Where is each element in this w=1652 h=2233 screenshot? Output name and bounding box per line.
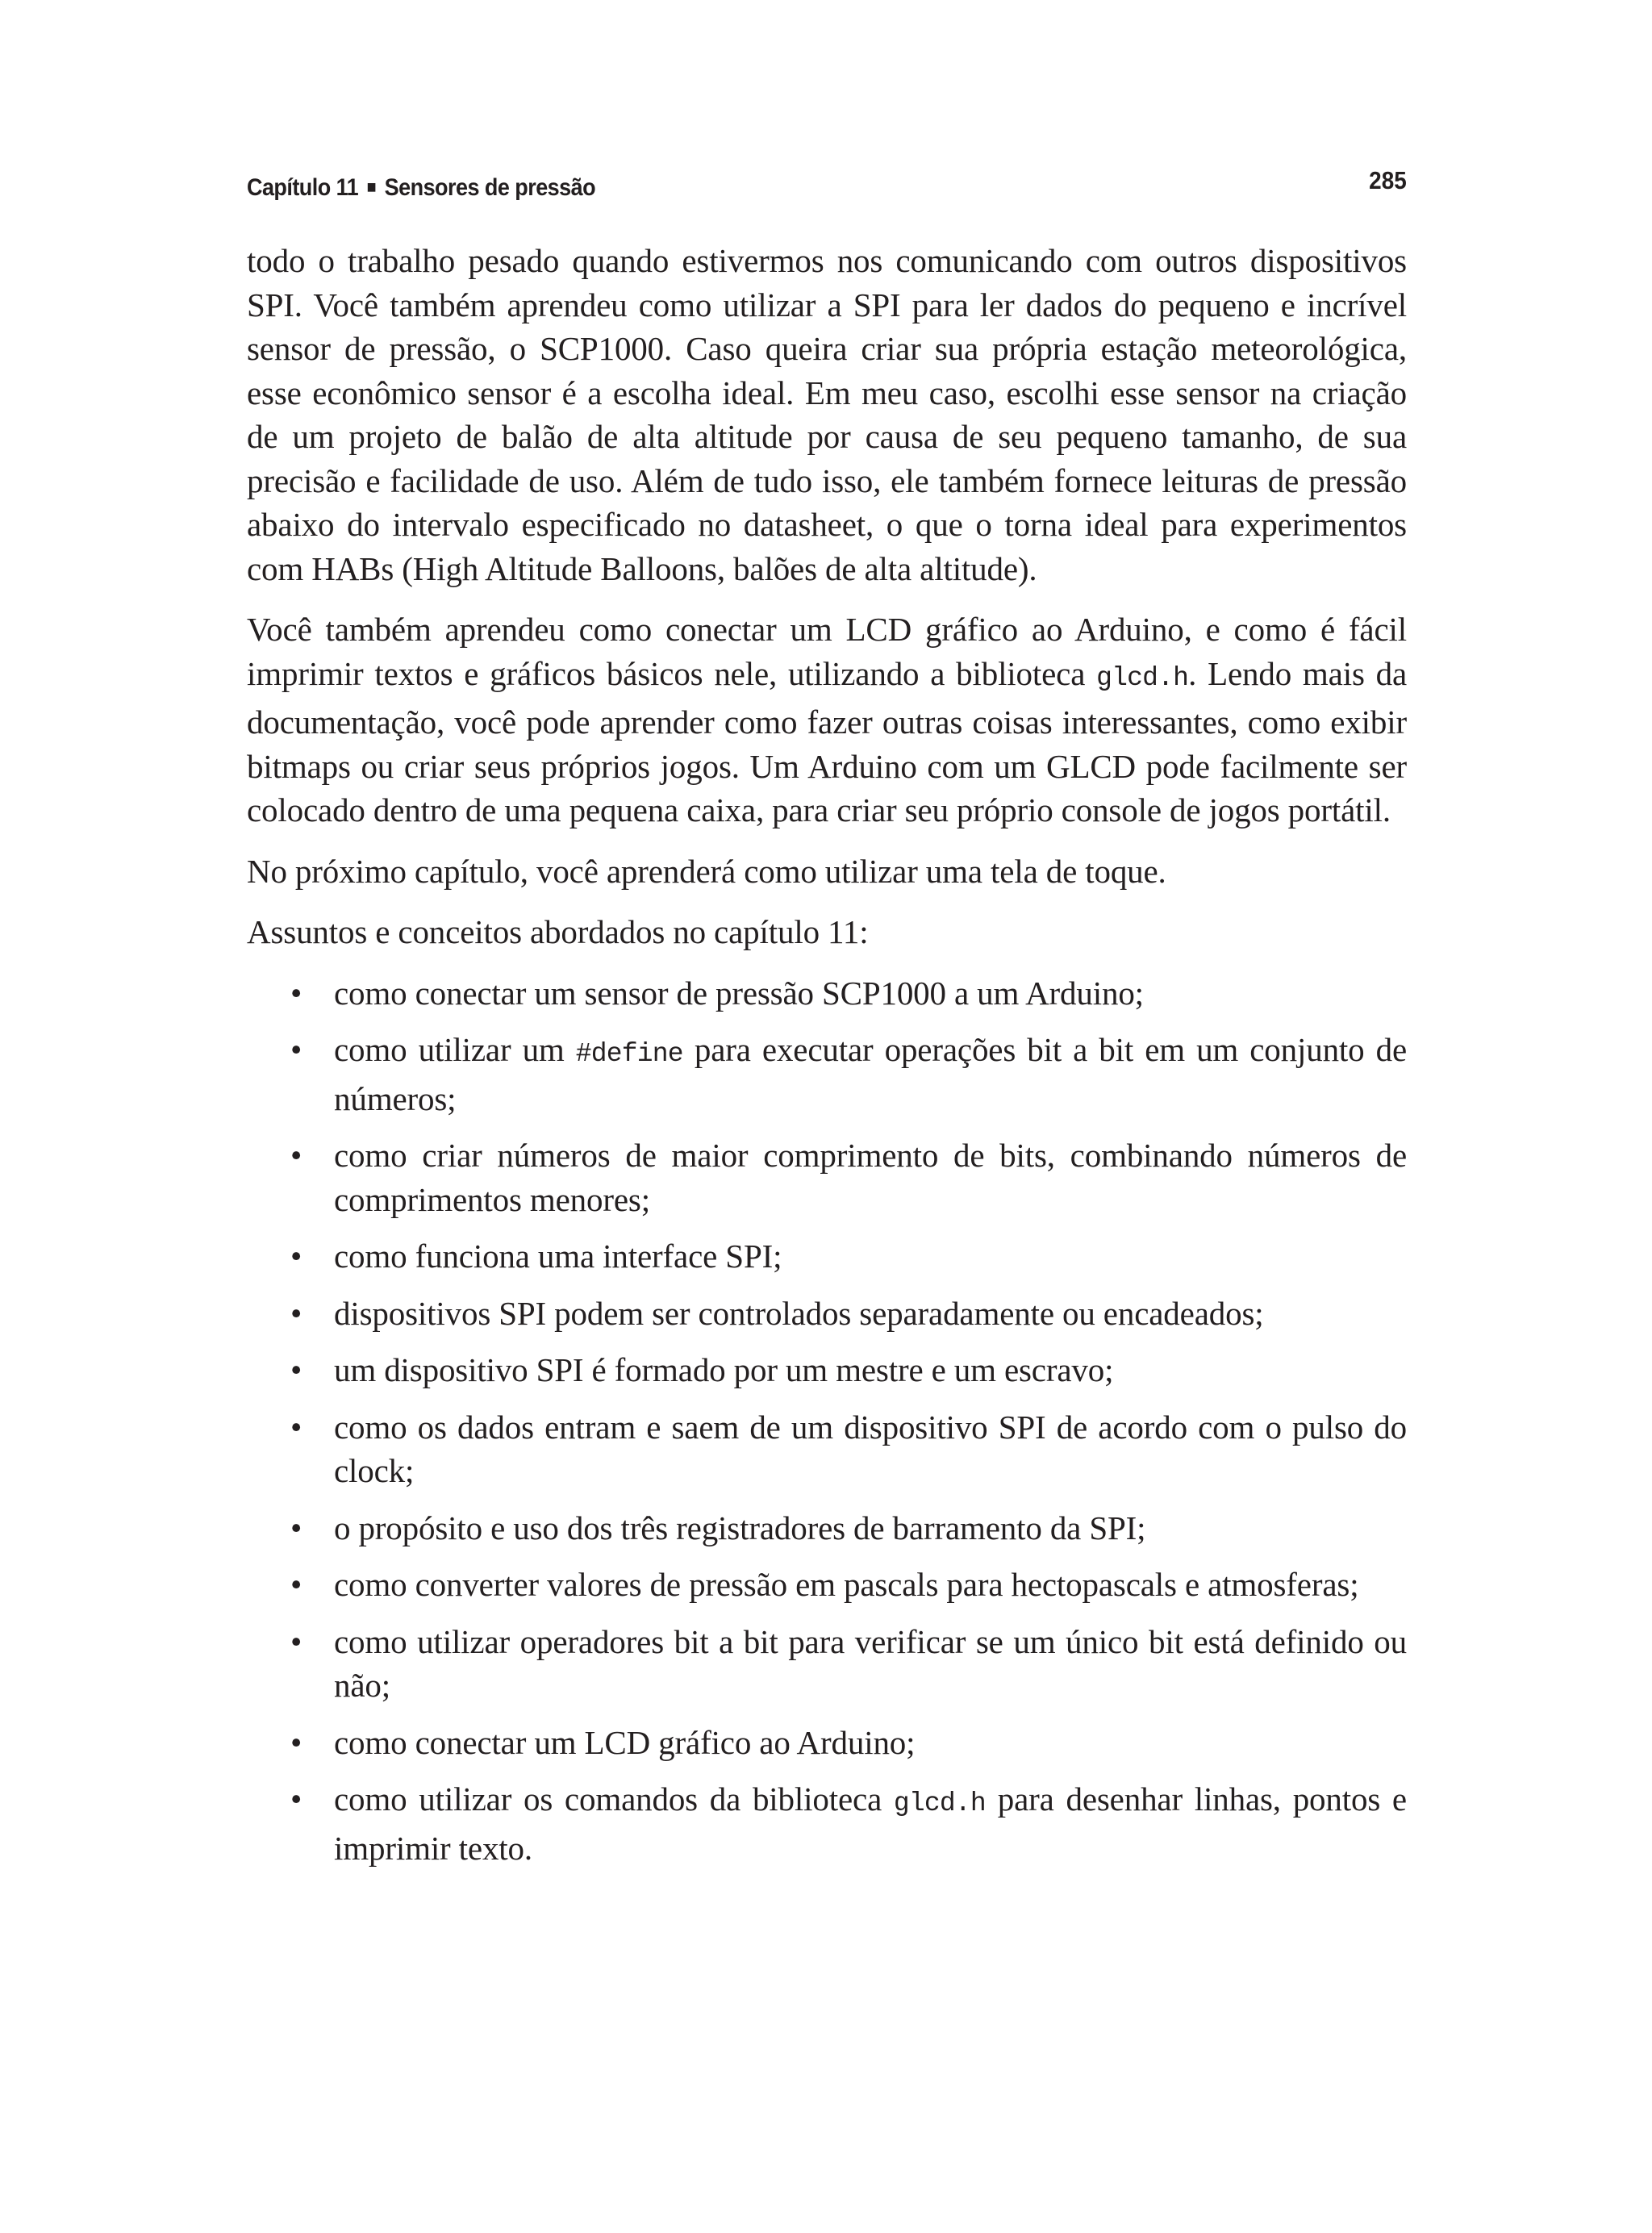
- list-item-text: como utilizar os comandos da biblioteca: [334, 1780, 894, 1818]
- page-number: 285: [1369, 166, 1407, 194]
- list-item: [247, 1234, 1407, 1279]
- paragraph-text: No próximo capítulo, você aprenderá como utilizar uma tela de toque.: [247, 852, 1166, 890]
- list-item-text: como converter valores de pressão em pascals para hectopascals e atmosferas;: [334, 1566, 1359, 1603]
- running-header: [247, 166, 1407, 207]
- bullet-icon: •: [290, 1509, 302, 1546]
- list-item: [247, 1721, 1407, 1765]
- list-item: [247, 971, 1407, 1016]
- paragraph-text: Assuntos e conceitos abordados no capítulo 11:: [247, 913, 869, 950]
- list-item: [247, 1506, 1407, 1551]
- inline-code: glcd.h: [1096, 662, 1189, 693]
- list-item: [247, 1563, 1407, 1607]
- separator-square-icon: ■: [366, 177, 377, 197]
- bullet-icon: •: [290, 1351, 302, 1388]
- list-item-text: para desenhar linhas, pontos e imprimir texto.: [334, 1780, 1407, 1867]
- bullet-icon: •: [290, 1137, 302, 1174]
- list-item-text: como utilizar um: [334, 1031, 576, 1068]
- bullet-icon: •: [290, 1408, 302, 1446]
- chapter-number: Capítulo 11: [247, 174, 359, 201]
- list-item-text: o propósito e uso dos três registradores de barramento da SPI;: [334, 1509, 1146, 1546]
- list-item: [247, 1292, 1407, 1336]
- bullet-icon: •: [290, 1723, 302, 1761]
- bullet-icon: •: [290, 1622, 302, 1660]
- chapter-heading: [247, 174, 595, 202]
- list-item: [247, 1133, 1407, 1221]
- page-body: [247, 239, 1407, 1883]
- inline-code: #define: [575, 1039, 683, 1069]
- paragraph-text: Você também aprendeu como conectar um LCD gráfico ao Arduino, e como é fácil imprimir textos e gráficos básicos nele, utilizando a biblioteca: [247, 611, 1407, 692]
- inline-code: glcd.h: [893, 1788, 986, 1818]
- bullet-icon: •: [290, 1238, 302, 1275]
- list-item: [247, 1777, 1407, 1870]
- list-item-text: para executar operações bit a bit em um conjunto de números;: [334, 1031, 1408, 1117]
- list-item-text: dispositivos SPI podem ser controlados separadamente ou encadeados;: [334, 1294, 1264, 1332]
- list-item-text: como utilizar operadores bit a bit para verificar se um único bit está definido ou não;: [334, 1622, 1407, 1704]
- bullet-icon: •: [290, 1780, 302, 1818]
- list-item: [247, 1348, 1407, 1392]
- bullet-icon: •: [290, 1294, 302, 1332]
- paragraph-text: todo o trabalho pesado quando estivermos nos comunicando com outros dispositivos SPI. Você também aprendeu como utilizar a SPI para ler dados do pequeno e incrível sensor de pressão, o SCP1000. Caso queira criar sua própria estação meteorológica, esse econômico sensor é a escolha ideal. Em meu caso, escolhi esse sensor na criação de um projeto de balão de alta altitude por causa de seu pequeno tamanho, de sua precisão e facilidade de uso. Além de tudo isso, ele também fornece leituras de pressão abaixo do intervalo especificado no datasheet, o que o torna ideal para experimentos com HABs (High Altitude Balloons, balões de alta altitude).: [247, 242, 1407, 587]
- section-title: Sensores de pressão: [384, 174, 596, 201]
- list-item-text: como conectar um sensor de pressão SCP1000 a um Arduino;: [334, 974, 1144, 1012]
- paragraph-topics-intro: [247, 910, 1407, 954]
- topics-list: [247, 971, 1407, 1871]
- paragraph-text: . Lendo mais da documentação, você pode aprender como fazer outras coisas interessantes, como exibir bitmaps ou criar seus próprios jogos. Um Arduino com um GLCD pode facilmente ser colocado dentro de uma pequena caixa, para criar seu próprio console de jogos portátil.: [247, 654, 1407, 829]
- list-item: [247, 1620, 1407, 1708]
- list-item: [247, 1028, 1407, 1121]
- bullet-icon: •: [290, 1566, 302, 1603]
- list-item-text: como os dados entram e saem de um dispositivo SPI de acordo com o pulso do clock;: [334, 1408, 1407, 1489]
- paragraph-next-chapter: [247, 849, 1407, 894]
- list-item: [247, 1405, 1407, 1493]
- list-item-text: um dispositivo SPI é formado por um mestre e um escravo;: [334, 1351, 1114, 1388]
- paragraph-glcd: [247, 607, 1407, 833]
- bullet-icon: •: [290, 974, 302, 1012]
- list-item-text: como conectar um LCD gráfico ao Arduino;: [334, 1723, 916, 1761]
- list-item-text: como funciona uma interface SPI;: [334, 1238, 782, 1275]
- list-item-text: como criar números de maior comprimento de bits, combinando números de comprimentos menores;: [334, 1137, 1407, 1218]
- bullet-icon: •: [290, 1031, 302, 1068]
- paragraph-summary: [247, 239, 1407, 591]
